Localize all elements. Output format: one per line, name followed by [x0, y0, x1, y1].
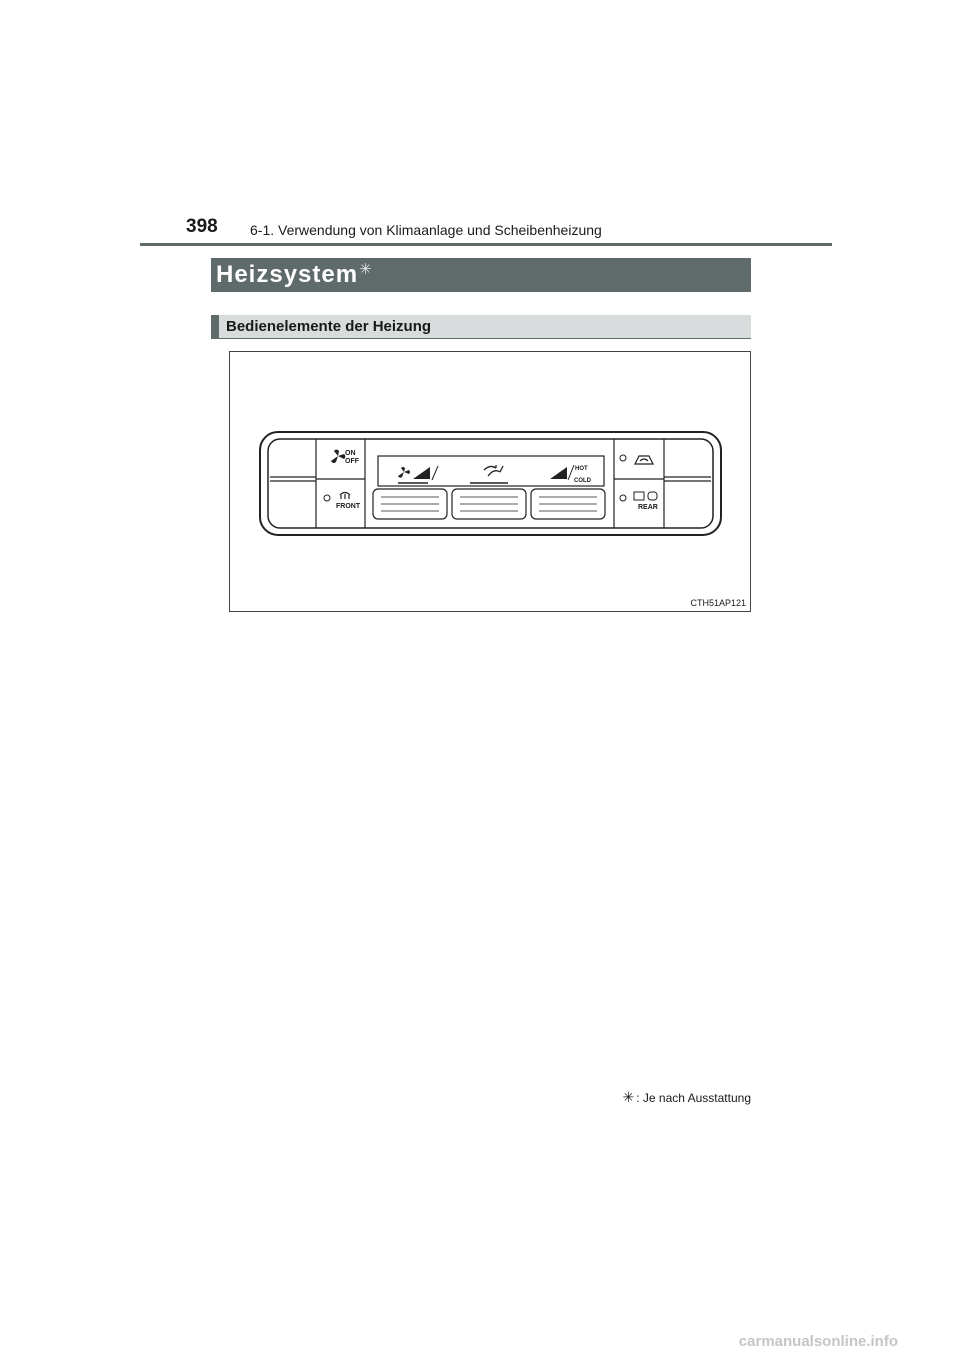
heater-control-panel-illustration	[230, 352, 752, 613]
watermark: carmanualsonline.info	[738, 1333, 898, 1350]
front-label: FRONT	[336, 503, 361, 510]
section-title: Heizsystem	[216, 261, 359, 288]
heater-control-figure	[229, 351, 751, 612]
footnote-text: : Je nach Ausstattung	[636, 1090, 751, 1105]
off-label: OFF	[345, 458, 359, 465]
on-label: ON	[345, 450, 356, 457]
optional-equipment-star-icon: ✳	[359, 261, 372, 278]
cold-label: COLD	[574, 478, 591, 484]
header-divider	[140, 243, 832, 246]
hot-label: HOT	[575, 466, 588, 472]
mode-display	[378, 456, 604, 486]
rear-label: REAR	[638, 504, 658, 511]
subsection-title: Bedienelemente der Heizung	[226, 318, 432, 335]
fan-speed-dial[interactable]	[373, 489, 447, 519]
page-number: 398	[186, 216, 218, 237]
figure-code: CTH51AP121	[690, 598, 746, 608]
footnote	[623, 1089, 751, 1106]
temperature-dial[interactable]	[531, 489, 605, 519]
air-mode-dial[interactable]	[452, 489, 526, 519]
section-heading	[211, 258, 751, 292]
subsection-heading	[211, 315, 751, 339]
chapter-title: 6-1. Verwendung von Klimaanlage und Scheibenheizung	[250, 222, 602, 238]
optional-equipment-star-icon: ✳	[622, 1089, 635, 1105]
